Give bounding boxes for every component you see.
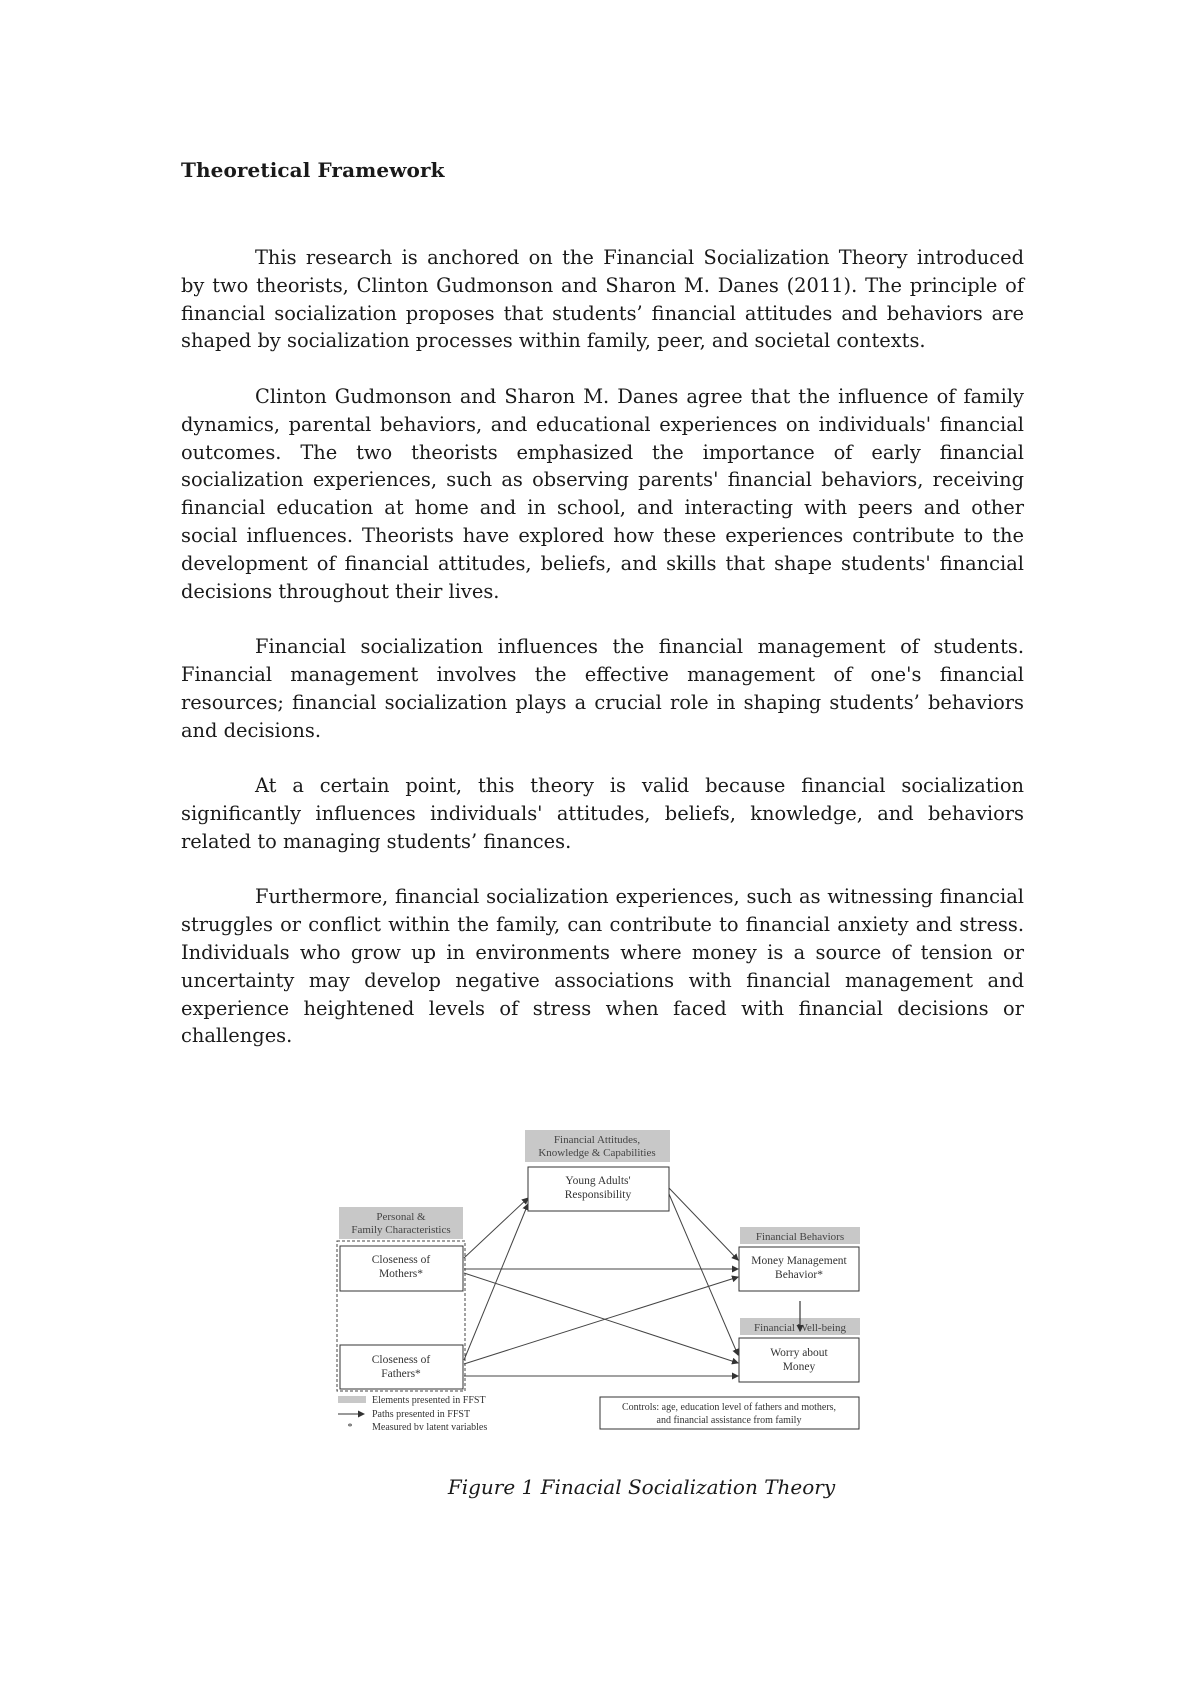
- group-attitudes-label-1: Financial Attitudes,: [553, 1134, 641, 1146]
- paragraph-5: Furthermore, financial socialization experiences, such as witnessing financial struggles or conflict within the family, can contribute to financial anxiety and stress. Individuals who grow up in environments where money is a source of tension or uncertainty may develop negative associations with financial management and experience heightened levels of stress when faced with financial decisions or challenges.: [181, 885, 1024, 1048]
- path-fathers-money: [464, 1277, 738, 1364]
- section-heading: Theoretical Framework: [181, 158, 445, 182]
- legend-arrow-label: Paths presented in FFST: [372, 1409, 471, 1420]
- node-worry-money: [739, 1338, 859, 1382]
- node-worry-label-1: Worry about: [770, 1347, 828, 1359]
- paragraph-1: This research is anchored on the Financial Socialization Theory introduced by two theorists, Clinton Gudmonson and Sharon M. Danes (2011). The principle of financial socialization proposes that students’ financial attitudes and behaviors are shaped by socialization processes within family, peer, and societal contexts.: [181, 246, 1024, 353]
- paragraph-2: Clinton Gudmonson and Sharon M. Danes agree that the influence of family dynamics, parental behaviors, and educational experiences on individuals' financial outcomes. The two theorists emphasized the importance of early financial socialization experiences, such as observing parents' financial behaviors, receiving financial education at home and in school, and interacting with peers and other social influences. Theorists have explored how these experiences contribute to the development of financial attitudes, beliefs, and skills that shape students' financial decisions throughout their lives.: [181, 384, 1024, 603]
- node-fathers-label-2: Fathers*: [381, 1368, 421, 1380]
- framework-figure: [330, 1130, 870, 1430]
- node-mothers-label-2: Mothers*: [378, 1268, 424, 1280]
- group-personal-header: [339, 1207, 463, 1239]
- controls-label-2: and financial assistance from family: [656, 1415, 802, 1426]
- node-young-adults: [528, 1167, 669, 1211]
- node-worry-label-2: Money: [782, 1361, 816, 1373]
- node-young-label-1: Young Adults': [565, 1175, 631, 1187]
- legend-star-label: Measured by latent variables: [372, 1422, 488, 1430]
- legend: [338, 1395, 487, 1430]
- group-personal-label-1: Personal &: [376, 1211, 426, 1223]
- paragraph-3: Financial socialization influences the financial management of students. Financial management involves the effective management of one's financial resources; financial socialization plays a crucial role in shaping students’ behaviors and decisions.: [181, 635, 1024, 742]
- path-young-worry: [669, 1194, 738, 1355]
- paragraph-4: At a certain point, this theory is valid because financial socialization significantly influences individuals' attitudes, beliefs, knowledge, and behaviors related to managing students’ finances.: [181, 774, 1024, 853]
- node-fathers-label-1: Closeness of: [371, 1354, 431, 1366]
- legend-shaded-swatch: [338, 1396, 366, 1403]
- figure-caption: Figure 1 Finacial Socialization Theory: [447, 1475, 836, 1499]
- node-money-label-1: Money Management: [751, 1255, 847, 1267]
- group-personal-label-2: Family Characteristics: [351, 1224, 451, 1236]
- legend-star-symbol: *: [347, 1422, 353, 1430]
- group-behaviors-label: Financial Behaviors: [755, 1231, 845, 1243]
- group-attitudes-label-2: Knowledge & Capabilities: [538, 1147, 656, 1159]
- group-behaviors-header: [740, 1227, 860, 1244]
- node-money-management: [739, 1247, 859, 1291]
- node-closeness-fathers: [340, 1345, 463, 1389]
- framework-diagram: [330, 1130, 870, 1430]
- group-attitudes-header: [525, 1130, 670, 1162]
- node-mothers-label-1: Closeness of: [371, 1254, 431, 1266]
- legend-shaded-label: Elements presented in FFST: [372, 1395, 486, 1406]
- controls-box: [600, 1397, 859, 1429]
- node-money-label-2: Behavior*: [775, 1269, 823, 1281]
- controls-label-1: Controls: age, education level of fathers and mothers,: [621, 1402, 837, 1413]
- body-text: [181, 244, 1024, 1078]
- node-closeness-mothers: [340, 1246, 463, 1291]
- node-young-label-2: Responsibility: [564, 1189, 632, 1201]
- group-wellbeing-label: Financial Well-being: [753, 1322, 847, 1334]
- path-young-money: [669, 1188, 738, 1260]
- path-mothers-worry: [464, 1273, 738, 1363]
